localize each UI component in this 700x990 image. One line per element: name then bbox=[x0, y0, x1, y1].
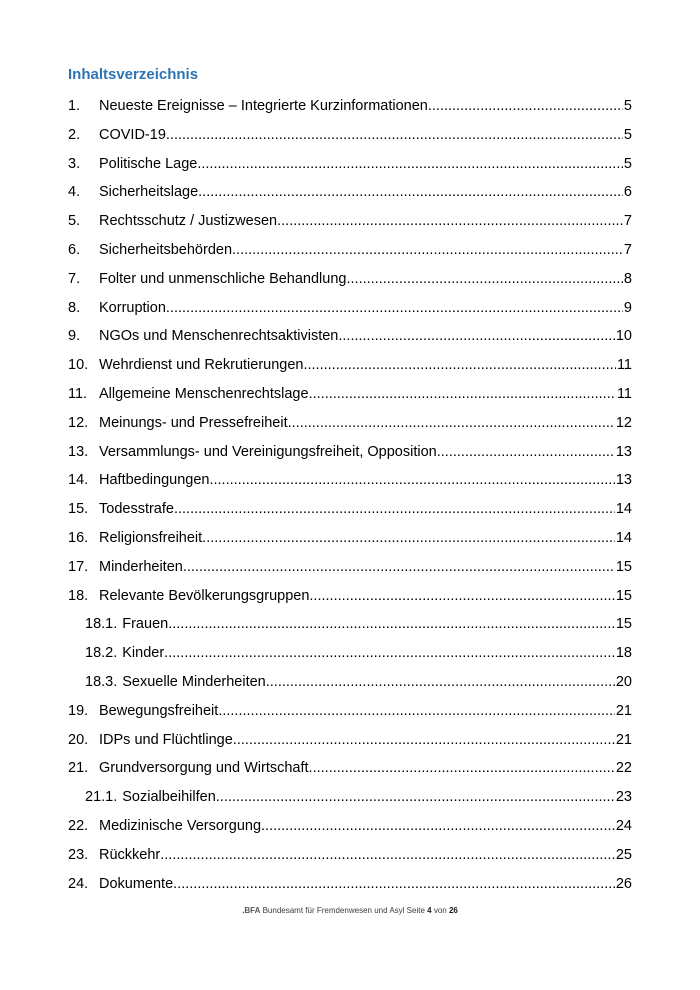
toc-entry-label: Relevante Bevölkerungsgruppen bbox=[99, 587, 310, 604]
toc-entry-label: Politische Lage bbox=[99, 155, 198, 172]
toc-dot-leader bbox=[202, 524, 615, 553]
toc-entry-page: 5 bbox=[623, 126, 632, 143]
toc-dot-leader bbox=[218, 697, 615, 726]
toc-entry-page: 7 bbox=[623, 213, 632, 230]
toc-entry-number: 18.3. bbox=[85, 673, 118, 690]
toc-dot-leader bbox=[198, 178, 623, 207]
toc-dot-leader bbox=[309, 754, 615, 783]
toc-entry-label: Grundversorgung und Wirtschaft bbox=[99, 760, 309, 777]
toc-entry-page: 18 bbox=[615, 645, 632, 662]
toc-entry-page: 12 bbox=[615, 414, 632, 431]
toc-entry-number: 8. bbox=[68, 299, 81, 316]
toc-entry-label: Frauen bbox=[122, 616, 169, 633]
toc-dot-leader bbox=[173, 870, 615, 899]
toc-entry-label: Bewegungsfreiheit bbox=[99, 702, 219, 719]
toc-entry[interactable] bbox=[68, 610, 632, 639]
toc-entry-label: Sicherheitsbehörden bbox=[99, 241, 233, 258]
toc-entry-label: NGOs und Menschenrechtsaktivisten bbox=[99, 328, 339, 345]
toc-entry-page: 23 bbox=[615, 789, 632, 806]
toc-entry[interactable] bbox=[68, 92, 632, 121]
toc-dot-leader bbox=[261, 812, 615, 841]
toc-entry[interactable] bbox=[68, 322, 632, 351]
toc-entry-number: 21. bbox=[68, 760, 89, 777]
toc-dot-leader bbox=[277, 207, 623, 236]
toc-entry-page: 5 bbox=[623, 155, 632, 172]
toc-entry-page: 5 bbox=[623, 98, 632, 114]
toc-dot-leader bbox=[437, 438, 615, 467]
toc-entry-label: Minderheiten bbox=[99, 558, 183, 575]
toc-dot-leader bbox=[309, 380, 616, 409]
toc-entry[interactable] bbox=[68, 754, 632, 783]
toc-entry-label: Meinungs- und Pressefreiheit bbox=[99, 414, 288, 431]
toc-entry[interactable] bbox=[68, 812, 632, 841]
toc-dot-leader bbox=[209, 466, 614, 495]
toc-entry-number: 3. bbox=[68, 155, 81, 172]
toc-entry-number: 18.1. bbox=[85, 616, 118, 633]
toc-entry-label: Todesstrafe bbox=[99, 501, 174, 518]
toc-entry-page: 24 bbox=[615, 817, 632, 834]
toc-entry-page: 11 bbox=[616, 357, 632, 374]
toc-entry-number: 9. bbox=[68, 328, 81, 345]
toc-entry-page: 25 bbox=[615, 846, 632, 863]
toc-entry-label: Rechtsschutz / Justizwesen bbox=[99, 213, 278, 230]
bfa-logo-text: BFA bbox=[244, 906, 261, 915]
toc-entry-number: 18. bbox=[68, 587, 89, 604]
toc-dot-leader bbox=[338, 322, 615, 351]
toc-entry-number: 12. bbox=[68, 414, 89, 431]
toc-entry[interactable] bbox=[68, 150, 632, 179]
toc-entry-page: 13 bbox=[615, 472, 632, 489]
bfa-logo-dot: . bbox=[242, 906, 245, 915]
toc-entry-label: COVID-19 bbox=[99, 126, 166, 143]
toc-entry-number: 20. bbox=[68, 731, 89, 748]
toc-dot-leader bbox=[232, 236, 623, 265]
toc-entry-label: Kinder bbox=[122, 645, 165, 662]
toc-entry-page: 14 bbox=[615, 501, 632, 518]
toc-entry-number: 11. bbox=[68, 385, 88, 402]
toc-dot-leader bbox=[266, 668, 615, 697]
toc-entry-number: 22. bbox=[68, 817, 89, 834]
toc-entry-page: 20 bbox=[615, 673, 632, 690]
footer-von-word: von bbox=[433, 906, 447, 915]
toc-dot-leader bbox=[346, 265, 622, 294]
toc-entry-label: Dokumente bbox=[99, 875, 174, 892]
toc-entry-page: 8 bbox=[623, 270, 632, 287]
toc-entry[interactable] bbox=[68, 783, 632, 812]
toc-dot-leader bbox=[309, 582, 614, 611]
toc-entry-label: Religionsfreiheit bbox=[99, 529, 203, 546]
page-footer bbox=[0, 906, 700, 916]
toc-dot-leader bbox=[303, 351, 615, 380]
toc-entry-number: 18.2. bbox=[85, 645, 118, 662]
toc-entry-number: 19. bbox=[68, 702, 89, 719]
toc-dot-leader bbox=[197, 150, 623, 179]
toc-entry-number: 15. bbox=[68, 501, 89, 518]
toc-entry[interactable] bbox=[68, 668, 632, 697]
toc-entry-number: 16. bbox=[68, 529, 89, 546]
toc-entry-page: 22 bbox=[615, 760, 632, 777]
toc-entry[interactable] bbox=[68, 207, 632, 236]
toc-entry-label: IDPs und Flüchtlinge bbox=[99, 731, 233, 748]
toc-entry-number: 5. bbox=[68, 213, 81, 230]
toc-entry-label: Folter und unmenschliche Behandlung bbox=[99, 270, 347, 287]
toc-entry-label: Wehrdienst und Rekrutierungen bbox=[99, 357, 304, 374]
toc-entry[interactable] bbox=[68, 870, 632, 899]
toc-entry[interactable] bbox=[68, 582, 632, 611]
toc-entry-page: 11 bbox=[616, 385, 632, 402]
toc-entry-page: 15 bbox=[615, 558, 632, 575]
toc-entry-number: 10. bbox=[68, 357, 89, 374]
toc-entry-label: Rückkehr bbox=[99, 846, 161, 863]
toc-entry-label: Sexuelle Minderheiten bbox=[122, 673, 266, 690]
toc-dot-leader bbox=[216, 783, 615, 812]
toc-entry[interactable] bbox=[68, 726, 632, 755]
toc-dot-leader bbox=[164, 639, 615, 668]
toc-dot-leader bbox=[183, 553, 615, 582]
toc-entry-label: Versammlungs- und Vereinigungsfreiheit, Opposition bbox=[99, 443, 437, 460]
toc-entry[interactable] bbox=[68, 178, 632, 207]
toc-entry-label: Sicherheitslage bbox=[99, 184, 199, 201]
toc-dot-leader bbox=[288, 409, 615, 438]
toc-heading: Inhaltsverzeichnis bbox=[68, 66, 199, 83]
toc-entry[interactable] bbox=[68, 380, 632, 409]
toc-entry[interactable] bbox=[68, 466, 632, 495]
toc-entry-number: 2. bbox=[68, 126, 81, 143]
toc-entry[interactable] bbox=[68, 265, 632, 294]
toc-entry-number: 17. bbox=[68, 558, 89, 575]
toc-entry[interactable] bbox=[68, 553, 632, 582]
toc-entry[interactable] bbox=[68, 409, 632, 438]
footer-org-text: Bundesamt für Fremdenwesen und Asyl Seite bbox=[262, 906, 425, 915]
toc-entry-number: 4. bbox=[68, 184, 81, 201]
toc-list bbox=[68, 92, 632, 898]
toc-entry-page: 21 bbox=[615, 702, 632, 719]
toc-entry-number: 21.1. bbox=[85, 789, 118, 806]
toc-entry-number: 7. bbox=[68, 270, 81, 287]
toc-entry[interactable] bbox=[68, 351, 632, 380]
toc-dot-leader bbox=[166, 294, 623, 323]
toc-entry-page: 21 bbox=[615, 731, 632, 748]
toc-entry[interactable] bbox=[68, 438, 632, 467]
toc-entry-page: 15 bbox=[615, 616, 632, 633]
toc-entry-page: 6 bbox=[623, 184, 632, 201]
toc-entry-number: 23. bbox=[68, 846, 89, 863]
toc-dot-leader bbox=[428, 92, 623, 121]
toc-entry[interactable] bbox=[68, 841, 632, 870]
footer-page-total: 26 bbox=[448, 906, 458, 915]
toc-entry[interactable] bbox=[68, 524, 632, 553]
toc-dot-leader bbox=[166, 121, 623, 150]
toc-entry-number: 14. bbox=[68, 472, 89, 489]
toc-entry[interactable] bbox=[68, 495, 632, 524]
toc-entry-label: Korruption bbox=[99, 299, 166, 316]
toc-entry[interactable] bbox=[68, 697, 632, 726]
toc-dot-leader bbox=[160, 841, 615, 870]
toc-entry-label: Neueste Ereignisse – Integrierte Kurzinformationen bbox=[99, 98, 428, 114]
toc-dot-leader bbox=[233, 726, 615, 755]
toc-entry-page: 26 bbox=[615, 875, 632, 892]
toc-entry-page: 15 bbox=[615, 587, 632, 604]
toc-entry-label: Haftbedingungen bbox=[99, 472, 210, 489]
toc-entry-number: 1. bbox=[68, 98, 81, 114]
toc-entry-label: Allgemeine Menschenrechtslage bbox=[99, 385, 309, 402]
toc-entry-label: Medizinische Versorgung bbox=[99, 817, 262, 834]
toc-entry-page: 9 bbox=[623, 299, 632, 316]
toc-entry-page: 10 bbox=[615, 328, 632, 345]
toc-entry[interactable] bbox=[68, 294, 632, 323]
toc-entry[interactable] bbox=[68, 639, 632, 668]
toc-entry[interactable] bbox=[68, 236, 632, 265]
toc-entry-page: 14 bbox=[615, 529, 632, 546]
toc-entry-number: 6. bbox=[68, 241, 81, 258]
toc-entry-label: Sozialbeihilfen bbox=[122, 789, 216, 806]
footer-page-current: 4 bbox=[427, 906, 432, 915]
toc-entry-number: 24. bbox=[68, 875, 89, 892]
toc-entry-number: 13. bbox=[68, 443, 89, 460]
toc-dot-leader bbox=[168, 610, 615, 639]
toc-entry[interactable] bbox=[68, 121, 632, 150]
toc-entry-page: 7 bbox=[623, 241, 632, 258]
toc-dot-leader bbox=[174, 495, 615, 524]
toc-entry-page: 13 bbox=[615, 443, 632, 460]
